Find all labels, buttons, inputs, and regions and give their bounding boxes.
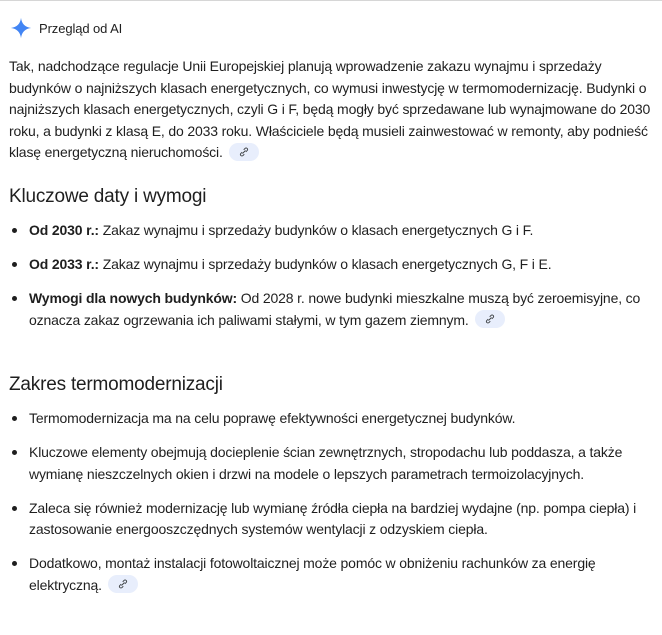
bullet [12,416,17,421]
section-heading-scope: Zakres termomodernizacji [9,374,223,395]
scope-list [9,408,649,609]
list-item-text: Od 2028 r. nowe budynki mieszkalne muszą być zeroemisyjne, co oznacza zakaz ogrzewania ich paliwami stałymi, w tym gazem ziemnym. [29,290,641,328]
bullet [12,262,17,267]
link-icon [485,314,495,324]
ai-overview-content [9,56,657,594]
list-item-label: Wymogi dla nowych budynków: [29,290,238,307]
bullet [12,506,17,511]
top-divider [0,0,662,1]
list-item [9,553,649,596]
list-item-text: Zakaz wynajmu i sprzedaży budynków o klasach energetycznych G i F. [98,222,534,238]
list-item [9,288,649,331]
list-item-label: Od 2030 r.: [29,222,99,238]
ai-overview-title: Przegląd od AI [39,20,123,36]
bullet [12,450,17,455]
ai-overview-header [10,16,122,40]
link-icon [239,147,249,157]
list-item [9,408,649,430]
section-heading-key-dates: Kluczowe daty i wymogi [9,186,207,207]
list-item-label: Od 2033 r.: [29,256,99,273]
list-item-text: Kluczowe elementy obejmują docieplenie ścian zewnętrznych, stropodachu lub poddasza, a także wymianę nieszczelnych okien i drzwi na modele o lepszych parametrach termoizolacyjnych. [29,444,623,482]
list-item-text: Dodatkowo, montaż instalacji fotowoltaicznej może pomóc w obniżeniu rachunków za energię elektryczną. [29,555,596,594]
list-item [9,442,649,485]
list-item-text: Zakaz wynajmu i sprzedaży budynków o klasach energetycznych G, F i E. [98,256,552,273]
bullet [12,561,17,566]
bullet [12,296,17,301]
source-link-button[interactable] [108,575,138,593]
list-item-text: Zaleca się również modernizację lub wymianę źródła ciepła na bardziej wydajne (np. pompa ciepła) i zastosowanie energooszczędnych systemów wentylacji z odzyskiem ciepła. [29,499,637,538]
list-item-text: Termomodernizacja ma na celu poprawę efektywności energetycznej budynków. [29,410,516,426]
bullet [12,228,17,233]
intro-text: Tak, nadchodzące regulacje Unii Europejskiej planują wprowadzenie zakazu wynajmu i sprzedaży budynków o najniższych klasach energetycznych, co wymusi inwestycję w termomodernizację. Budynki o najniższych klasach energetycznych, czyli G i F, będą mogły być sprzedawane lub wynajmowane do 2030 roku, a budynki z klasą E, do 2033 roku. Właściciele będą musieli zainwestować w remonty, aby podnieść klasę energetyczną nieruchomości. [9,58,651,161]
list-item [9,498,649,541]
sparkle-icon [10,17,32,39]
source-link-button[interactable] [229,143,259,161]
source-link-button[interactable] [475,310,505,328]
intro-paragraph [9,56,657,164]
list-item [9,254,649,276]
link-icon [118,579,128,589]
list-item [9,220,649,242]
key-dates-list [9,220,649,344]
